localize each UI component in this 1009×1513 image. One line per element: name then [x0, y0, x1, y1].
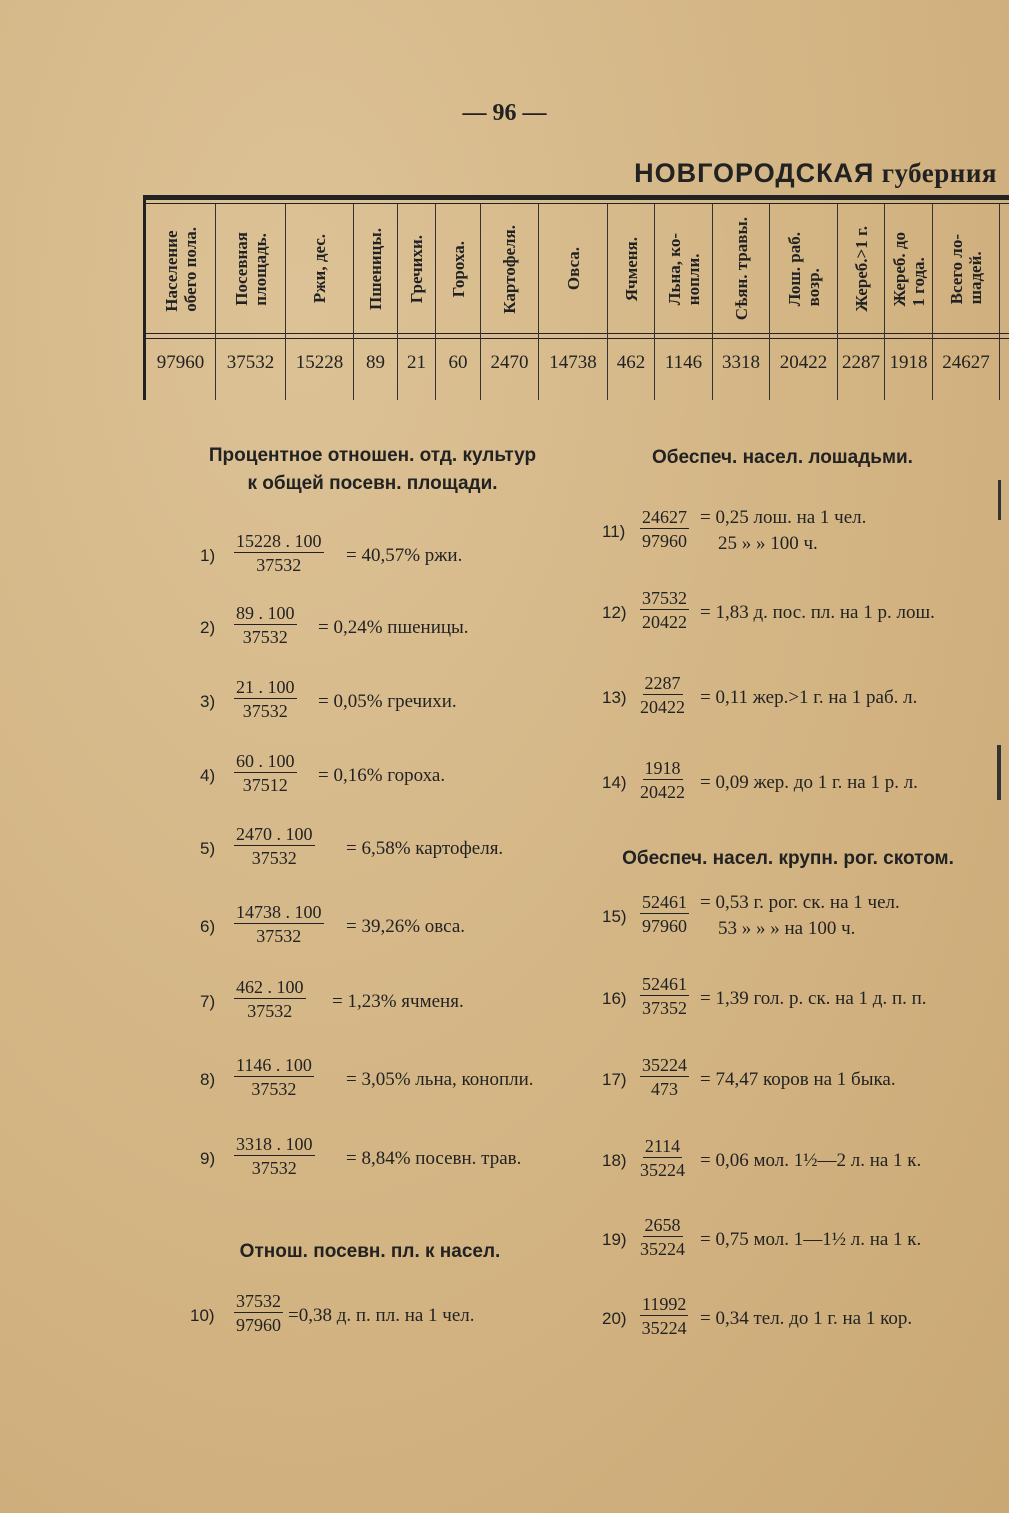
table-cell: 24627: [942, 352, 990, 373]
table-cell: 21: [407, 352, 426, 373]
formula-item: [200, 823, 570, 883]
table-cell: 97960: [156, 352, 205, 373]
table-cell: 89: [366, 352, 385, 373]
formula-item: [200, 676, 570, 736]
result-text: = 0,24% пшеницы.: [318, 617, 469, 638]
fraction: [234, 823, 315, 877]
title-sub: губерния: [881, 158, 997, 188]
formula-item: [190, 1290, 570, 1350]
formula-item: [200, 1133, 570, 1193]
numerator: 3318 . 100: [236, 1134, 313, 1154]
table-cell: 14738: [549, 352, 597, 373]
heading-cattle-supply: Обеспеч. насел. крупн. рог. скотом.: [622, 848, 954, 869]
fraction: [640, 1054, 689, 1108]
table-column: [885, 204, 933, 400]
result-text: = 0,16% гороха.: [318, 765, 446, 786]
table-column: [608, 204, 655, 400]
formula-item: [200, 1054, 570, 1114]
table-column: [539, 204, 608, 400]
item-number: 11): [602, 522, 626, 541]
result-text: = 0,53 г. рог. ск. на 1 чел.: [700, 892, 900, 913]
fraction: [234, 1054, 314, 1108]
fraction: [234, 676, 297, 730]
numerator: 37532: [642, 588, 687, 608]
denominator: 37532: [242, 701, 288, 721]
table-cell: 1146: [664, 352, 703, 373]
result-text: = 0,11 жер.>1 г. на 1 раб. л.: [700, 687, 918, 708]
fraction: [234, 901, 324, 955]
item-number: 15): [602, 907, 627, 926]
table-cell: 37532: [226, 352, 275, 373]
column-header: Жереб. до 1 года.: [889, 231, 928, 307]
item-number: 13): [602, 688, 627, 707]
fraction: [234, 1133, 315, 1187]
table-column: [933, 204, 1000, 400]
formula-item: [600, 1214, 1000, 1274]
result-text: = 8,84% посевн. трав.: [346, 1148, 522, 1169]
item-number: 19): [602, 1230, 627, 1249]
result-text: = 0,05% гречихи.: [318, 691, 457, 712]
table-column: [398, 204, 436, 400]
table-column: [286, 204, 354, 400]
numerator: 2470 . 100: [236, 824, 313, 844]
column-header: Ячменя.: [621, 236, 641, 302]
formula-item: [200, 976, 570, 1036]
formula-item: [600, 891, 1000, 951]
denominator: 20422: [642, 612, 687, 632]
formula-item: [600, 757, 1000, 817]
result-text: = 0,06 мол. 1½—2 л. на 1 к.: [700, 1150, 922, 1171]
fraction: [640, 587, 689, 641]
item-number: 16): [602, 989, 627, 1008]
denominator: 37512: [242, 775, 288, 795]
fraction: [234, 602, 297, 656]
numerator: 24627: [642, 507, 687, 527]
heading-area-per-capita: Отнош. посевн. пл. к насел.: [239, 1241, 501, 1262]
denominator: 37532: [251, 1079, 297, 1099]
fraction: [234, 976, 306, 1030]
table-cell: 462: [616, 352, 646, 373]
table-column: [838, 204, 885, 400]
table-column: [354, 204, 398, 400]
item-number: 17): [602, 1070, 627, 1089]
denominator: 37532: [247, 1001, 293, 1021]
result-text: = 1,83 д. пос. пл. на 1 р. лош.: [700, 602, 935, 623]
denominator: 37352: [642, 998, 687, 1018]
formula-item: [200, 750, 570, 810]
denominator: 473: [651, 1079, 678, 1099]
numerator: 2287: [644, 673, 681, 693]
column-header: Ржи, дес.: [310, 234, 329, 304]
result-text: = 6,58% картофеля.: [346, 838, 504, 859]
fraction: [640, 891, 689, 945]
item-number: 3): [200, 692, 216, 711]
item-number: 8): [200, 1070, 216, 1089]
margin-mark: [998, 480, 1001, 520]
fraction: [234, 1290, 283, 1344]
denominator: 35224: [640, 1239, 685, 1259]
column-header: Лош. раб. возр.: [784, 231, 823, 307]
fraction: [640, 757, 685, 811]
item-number: 1): [200, 546, 216, 565]
item-number: 4): [200, 766, 216, 785]
heading-horse-supply: Обеспеч. насел. лошадьми.: [652, 447, 913, 468]
column-header: Овса.: [563, 247, 583, 291]
item-number: 12): [602, 603, 627, 622]
heading-crop-share: Процентное отношен. отд. культур к общей посевн. площади.: [208, 445, 537, 494]
result-text: = 3,05% льна, конопли.: [346, 1069, 534, 1090]
table-cell: 60: [448, 352, 468, 373]
item-number: 18): [602, 1151, 627, 1170]
denominator: 35224: [641, 1318, 687, 1338]
column-header: Всего ло- шадей.: [947, 233, 985, 305]
numerator: 52461: [642, 892, 687, 912]
column-header: Льна, ко- нопли.: [664, 232, 703, 306]
formula-item: [600, 672, 1000, 732]
result-text: =0,38 д. п. пл. на 1 чел.: [288, 1305, 475, 1326]
table-column: [436, 204, 481, 400]
table-cell: 2470: [490, 352, 529, 373]
numerator: 21 . 100: [236, 677, 295, 697]
result-text: = 1,39 гол. р. ск. на 1 д. п. п.: [700, 988, 927, 1009]
numerator: 2114: [644, 1136, 681, 1156]
denominator: 37532: [242, 627, 288, 647]
result-text-line2: 53 » » » на 100 ч.: [718, 918, 856, 939]
numerator: 11992: [642, 1294, 687, 1314]
denominator: 97960: [236, 1315, 281, 1335]
formula-item: [600, 587, 1000, 647]
column-header: Пшеницы.: [366, 227, 385, 311]
denominator: 97960: [642, 531, 687, 551]
column-header: Гречихи.: [407, 234, 426, 304]
denominator: 37532: [256, 926, 302, 946]
fraction: [640, 506, 689, 560]
margin-mark: [997, 745, 1001, 800]
formula-item: [600, 1135, 1000, 1195]
formula-item: [600, 973, 1000, 1033]
column-header: Жереб.>1 г.: [851, 226, 871, 312]
result-text: = 1,23% ячменя.: [332, 991, 464, 1012]
result-text: = 40,57% ржи.: [346, 545, 463, 566]
denominator: 20422: [640, 782, 685, 802]
fraction: [640, 1293, 688, 1347]
fraction: [234, 530, 324, 584]
denominator: 97960: [642, 916, 687, 936]
column-header: Посевная площадь.: [231, 232, 270, 306]
formula-item: [600, 1054, 1000, 1114]
item-number: 2): [200, 618, 216, 637]
item-number: 20): [602, 1309, 627, 1328]
item-number: 9): [200, 1149, 216, 1168]
column-header: Картофеля.: [500, 224, 519, 314]
table-cell: 15228: [295, 352, 344, 373]
table-cell: 20422: [779, 352, 828, 373]
fraction: [640, 672, 685, 726]
formula-item: [600, 506, 1000, 566]
formula-item: [600, 1293, 1000, 1353]
numerator: 89 . 100: [236, 603, 295, 623]
numerator: 15228 . 100: [236, 531, 322, 551]
numerator: 462 . 100: [236, 977, 304, 997]
table-column: [655, 204, 713, 400]
formula-item: [200, 530, 570, 590]
result-text: = 0,75 мол. 1—1½ л. на 1 к.: [700, 1229, 922, 1250]
table-column: [770, 204, 838, 400]
numerator: 35224: [642, 1055, 687, 1075]
denominator: 37532: [251, 1158, 297, 1178]
result-text: = 0,09 жер. до 1 г. на 1 р. л.: [700, 772, 918, 793]
page-title: [634, 158, 997, 189]
denominator: 35224: [640, 1160, 685, 1180]
numerator: 1918: [644, 758, 681, 778]
numerator: 2658: [644, 1215, 681, 1235]
table-column: [146, 204, 216, 400]
title-main: НОВГОРОДСКАЯ: [634, 158, 875, 188]
column-header: Сѣян. травы.: [731, 217, 751, 321]
item-number: 14): [602, 773, 627, 792]
numerator: 37532: [236, 1291, 281, 1311]
numerator: 60 . 100: [236, 751, 295, 771]
numerator: 1146 . 100: [236, 1055, 312, 1075]
result-text: = 39,26% овса.: [346, 916, 466, 937]
result-text: = 0,34 тел. до 1 г. на 1 кор.: [700, 1308, 913, 1329]
column-header: Гороха.: [448, 240, 468, 298]
table-cell: 1918: [889, 352, 928, 373]
table-column: [713, 204, 770, 400]
formula-item: [200, 901, 570, 961]
denominator: 20422: [640, 697, 685, 717]
formula-item: [200, 602, 570, 662]
page-number: — 96 —: [462, 100, 547, 126]
numerator: 52461: [642, 974, 687, 994]
fraction: [640, 1214, 685, 1268]
item-number: 10): [190, 1306, 215, 1325]
fraction: [234, 750, 297, 804]
denominator: 37532: [256, 555, 302, 575]
table-top-rule: [143, 195, 1009, 200]
denominator: 37532: [251, 848, 297, 868]
fraction: [640, 1135, 685, 1189]
table-column: [216, 204, 286, 400]
table-cell: 2287: [842, 352, 880, 373]
table-cell: 3318: [722, 352, 760, 373]
result-text: = 74,47 коров на 1 быка.: [700, 1069, 896, 1090]
result-text: = 0,25 лош. на 1 чел.: [700, 507, 867, 528]
fraction: [640, 973, 689, 1027]
item-number: 7): [200, 992, 216, 1011]
result-text-line2: 25 » » 100 ч.: [718, 533, 818, 554]
item-number: 5): [200, 839, 216, 858]
table-column: [481, 204, 539, 400]
item-number: 6): [200, 917, 216, 936]
numerator: 14738 . 100: [236, 902, 322, 922]
column-header: Население обего пола.: [161, 226, 200, 312]
